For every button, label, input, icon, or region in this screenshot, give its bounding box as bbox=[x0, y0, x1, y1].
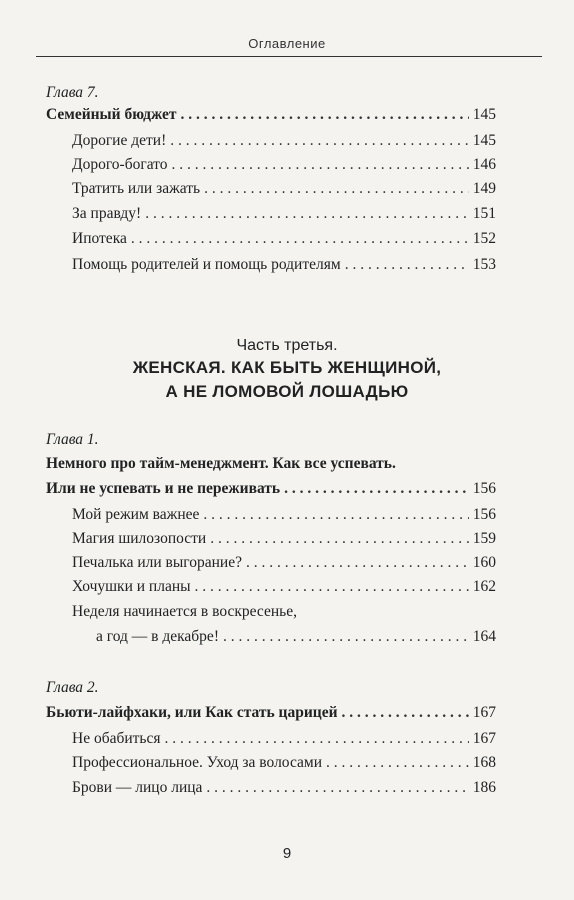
entry-page: 164 bbox=[472, 628, 496, 645]
entry-title: Семейный бюджет bbox=[46, 106, 177, 123]
chapter-label: Глава 7. bbox=[46, 84, 99, 101]
entry-page: 162 bbox=[472, 578, 496, 595]
entry-page: 145 bbox=[472, 132, 496, 149]
part-label: Часть третья. bbox=[236, 337, 338, 354]
entry-title: Хочушки и планы bbox=[72, 578, 191, 595]
dot-leader bbox=[246, 554, 469, 572]
entry-title: Или не успевать и не переживать bbox=[46, 480, 281, 497]
entry-page: 156 bbox=[472, 506, 496, 523]
dot-leader bbox=[165, 730, 469, 748]
entry-title: За правду! bbox=[72, 205, 142, 222]
entry-title: а год — в декабре! bbox=[96, 628, 219, 645]
dot-leader bbox=[170, 132, 469, 150]
dot-leader bbox=[195, 578, 469, 596]
dot-leader bbox=[210, 530, 469, 548]
entry-title: Бьюти-лайфхаки, или Как стать царицей bbox=[46, 704, 338, 721]
toc-entry-section[interactable] bbox=[72, 730, 496, 752]
header-rule bbox=[36, 56, 542, 57]
entry-page: 156 bbox=[472, 480, 496, 497]
toc-entry-section[interactable] bbox=[72, 205, 496, 227]
toc-entry-section[interactable] bbox=[72, 754, 496, 776]
toc-entry-section[interactable] bbox=[72, 506, 496, 528]
chapter-label: Глава 1. bbox=[46, 431, 99, 448]
entry-page: 167 bbox=[472, 704, 496, 721]
running-head: Оглавление bbox=[248, 36, 326, 51]
entry-title: Тратить или зажать bbox=[72, 180, 201, 197]
toc-entry-section[interactable] bbox=[96, 628, 496, 650]
dot-leader bbox=[172, 156, 469, 174]
entry-page: 152 bbox=[472, 230, 496, 247]
entry-page: 146 bbox=[472, 156, 496, 173]
entry-title: Профессиональное. Уход за волосами bbox=[72, 754, 322, 771]
toc-entry-chapter[interactable] bbox=[46, 704, 496, 726]
section-title-line1[interactable]: Неделя начинается в воскресенье, bbox=[72, 603, 297, 620]
entry-page: 145 bbox=[472, 106, 496, 123]
toc-entry-section[interactable] bbox=[72, 530, 496, 552]
entry-title: Магия шилозопости bbox=[72, 530, 207, 547]
entry-page: 160 bbox=[472, 554, 496, 571]
toc-entry-section[interactable] bbox=[72, 132, 496, 154]
entry-title: Печалька или выгорание? bbox=[72, 554, 242, 571]
entry-page: 149 bbox=[472, 180, 496, 197]
dot-leader bbox=[204, 180, 469, 198]
dot-leader bbox=[181, 106, 469, 124]
entry-title: Брови — лицо лица bbox=[72, 779, 203, 796]
entry-page: 151 bbox=[472, 205, 496, 222]
part-title-line1: ЖЕНСКАЯ. КАК БЫТЬ ЖЕНЩИНОЙ, bbox=[132, 358, 442, 377]
chapter-label: Глава 2. bbox=[46, 679, 99, 696]
chapter-title-line1[interactable]: Немного про тайм-менеджмент. Как все успевать. bbox=[46, 455, 396, 472]
entry-title: Не обабиться bbox=[72, 730, 161, 747]
dot-leader bbox=[223, 628, 469, 646]
entry-page: 167 bbox=[472, 730, 496, 747]
toc-entry-chapter[interactable] bbox=[46, 106, 496, 128]
dot-leader bbox=[284, 480, 469, 498]
toc-entry-section[interactable] bbox=[72, 554, 496, 576]
entry-title: Ипотека bbox=[72, 230, 127, 247]
entry-page: 186 bbox=[472, 779, 496, 796]
toc-entry-section[interactable] bbox=[72, 256, 496, 278]
entry-page: 159 bbox=[472, 530, 496, 547]
entry-title: Дорогие дети! bbox=[72, 132, 167, 149]
dot-leader bbox=[345, 256, 469, 274]
dot-leader bbox=[131, 230, 469, 248]
toc-entry-section[interactable] bbox=[72, 156, 496, 178]
entry-page: 168 bbox=[472, 754, 496, 771]
dot-leader bbox=[326, 754, 469, 772]
page-number: 9 bbox=[282, 845, 292, 862]
toc-entry-section[interactable] bbox=[72, 779, 496, 801]
dot-leader bbox=[145, 205, 469, 223]
entry-title: Помощь родителей и помощь родителям bbox=[72, 256, 341, 273]
toc-entry-section[interactable] bbox=[72, 230, 496, 252]
entry-title: Дорого-богато bbox=[72, 156, 168, 173]
dot-leader bbox=[203, 506, 468, 524]
entry-page: 153 bbox=[472, 256, 496, 273]
dot-leader bbox=[206, 779, 468, 797]
toc-entry-section[interactable] bbox=[72, 578, 496, 600]
toc-entry-section[interactable] bbox=[72, 180, 496, 202]
dot-leader bbox=[342, 704, 469, 722]
entry-title: Мой режим важнее bbox=[72, 506, 200, 523]
part-title-line2: А НЕ ЛОМОВОЙ ЛОШАДЬЮ bbox=[165, 382, 409, 401]
toc-entry-chapter[interactable] bbox=[46, 480, 496, 502]
